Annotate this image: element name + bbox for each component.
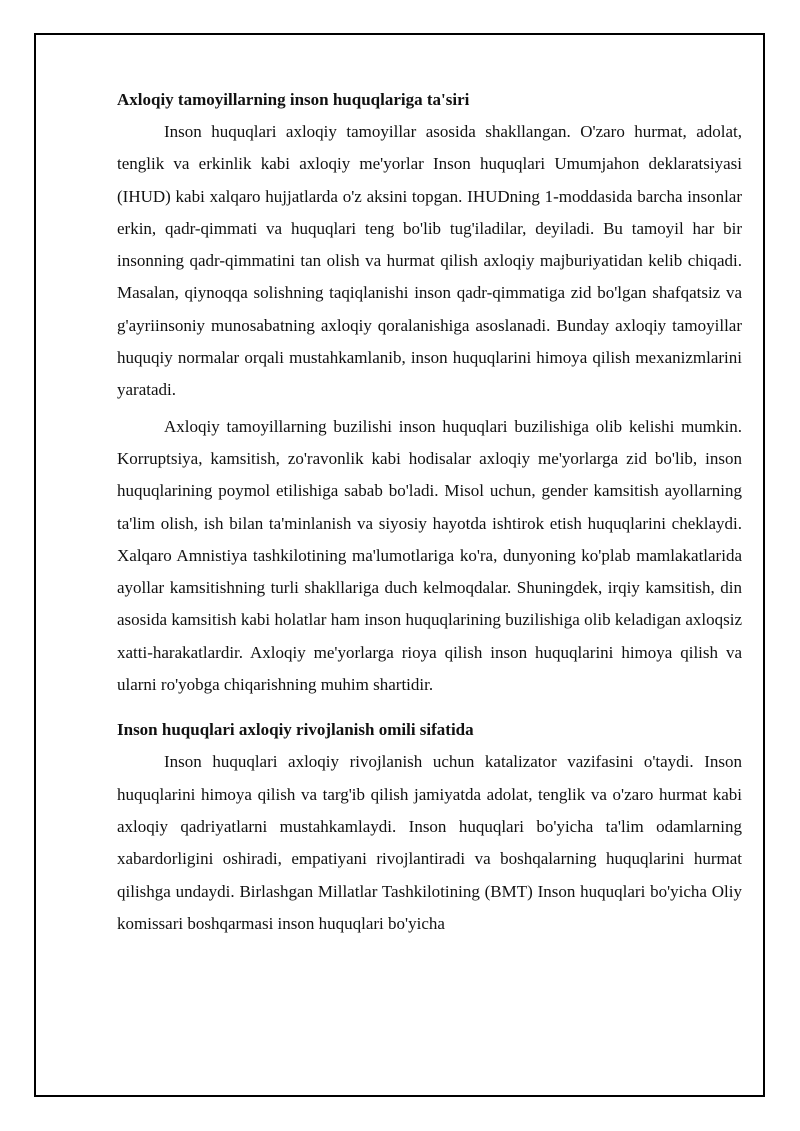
paragraph-3: Inson huquqlari axloqiy rivojlanish uchun katalizator vazifasini o'taydi. Inson huquqlarini himoya qilish va targ'ib qilish jamiyatda adolat, tenglik va o'zaro hurmat kabi axloqiy qadriyatlarni mustahkamlaydi. Inson huquqlari bo'yicha ta'lim odamlarning xabardorligini oshiradi, empatiyani rivojlantiradi va boshqalarning huquqlarini hurmat qilishga undaydi. Birlashgan Millatlar Tashkilotining (BMT) Inson huquqlari bo'yicha Oliy komissari boshqarmasi inson huquqlari bo'yicha [117,752,742,933]
document-body [117,84,742,940]
paragraph-2: Axloqiy tamoyillarning buzilishi inson huquqlari buzilishiga olib kelishi mumkin. Korruptsiya, kamsitish, zo'ravonlik kabi hodisalar axloqiy me'yorlarga zid bo'lib, inson huquqlarining poymol etilishiga sabab bo'ladi. Misol uchun, gender kamsitish ayollarning ta'lim olish, ish bilan ta'minlanish va siyosiy hayotda ishtirok etish huquqlarini cheklaydi. Xalqaro Amnistiya tashkilotining ma'lumotlariga ko'ra, dunyoning ko'plab mamlakatlarida ayollar kamsitishning turli shakllariga duch kelmoqdalar. Shuningdek, irqiy kamsitish, din asosida kamsitish kabi holatlar ham inson huquqlarining buzilishiga olib keladigan axloqsiz xatti-harakatlardir. Axloqiy me'yorlarga rioya qilish inson huquqlarini himoya qilish va ularni ro'yobga chiqarishning muhim shartidir. [117,416,742,695]
section-heading-2: Inson huquqlari axloqiy rivojlanish omili sifatida [117,720,474,740]
paragraph-1: Inson huquqlari axloqiy tamoyillar asosida shakllangan. O'zaro hurmat, adolat, tenglik va erkinlik kabi axloqiy me'yorlar Inson huquqlari Umumjahon deklaratsiyasi (IHUD) kabi xalqaro hujjatlarda o'z aksini topgan. IHUDning 1-moddasida barcha insonlar erkin, qadr-qimmati va huquqlari teng bo'lib tug'iladilar, deyiladi. Bu tamoyil har bir insonning qadr-qimmatini tan olish va hurmat qilish axloqiy majburiyatidan kelib chiqadi. Masalan, qiynoqqa solishning taqiqlanishi inson qadr-qimmatiga zid bo'lgan shafqatsiz va g'ayriinsoniy munosabatning axloqiy qoralanishiga asoslanadi. Bunday axloqiy tamoyillar huquqiy normalar orqali mustahkamlanib, inson huquqlarini himoya qilish mexanizmlarini yaratadi. [117,122,742,400]
section-heading-1: Axloqiy tamoyillarning inson huquqlariga ta'siri [117,90,470,109]
